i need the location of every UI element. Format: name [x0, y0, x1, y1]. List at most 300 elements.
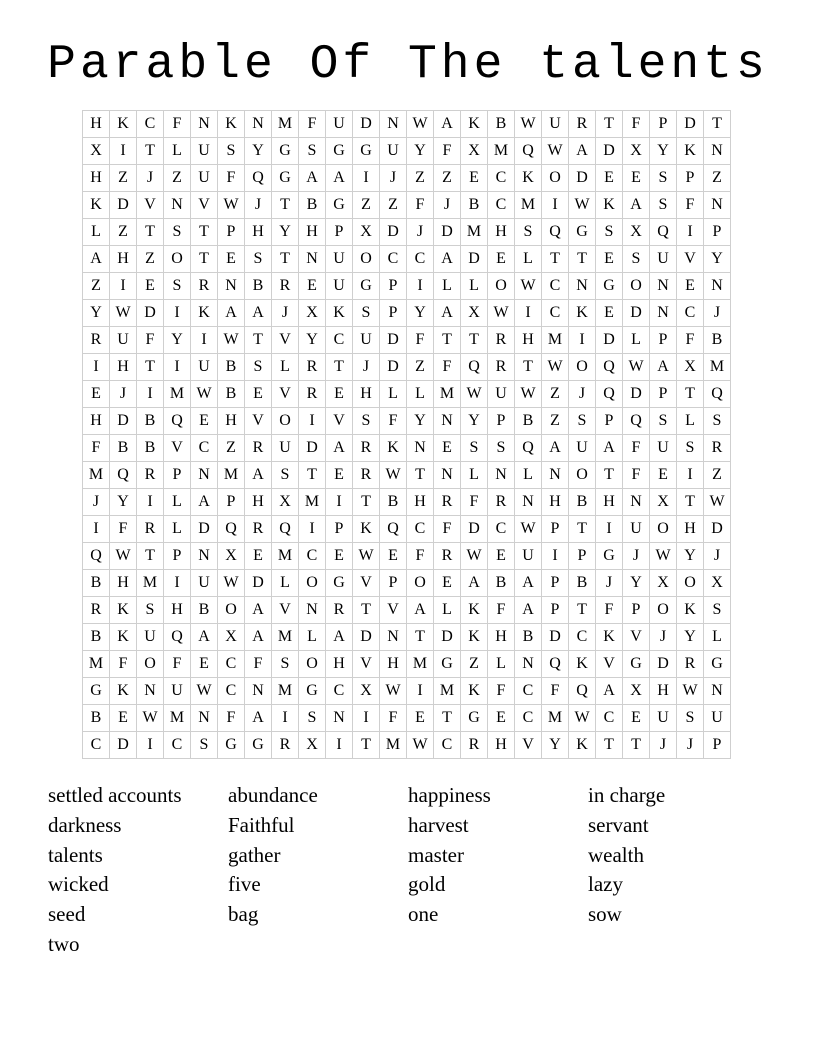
grid-cell[interactable]: L	[380, 381, 407, 408]
grid-cell[interactable]: T	[326, 354, 353, 381]
grid-cell[interactable]: P	[542, 516, 569, 543]
grid-cell[interactable]: F	[596, 597, 623, 624]
grid-cell[interactable]: S	[245, 354, 272, 381]
grid-cell[interactable]: R	[299, 381, 326, 408]
grid-cell[interactable]: R	[488, 489, 515, 516]
grid-cell[interactable]: R	[677, 651, 704, 678]
grid-cell[interactable]: K	[110, 624, 137, 651]
grid-cell[interactable]: E	[326, 462, 353, 489]
grid-cell[interactable]: J	[596, 570, 623, 597]
grid-cell[interactable]: S	[488, 435, 515, 462]
grid-cell[interactable]: W	[380, 462, 407, 489]
grid-cell[interactable]: V	[191, 192, 218, 219]
grid-cell[interactable]: K	[515, 165, 542, 192]
grid-cell[interactable]: M	[137, 570, 164, 597]
grid-cell[interactable]: D	[461, 246, 488, 273]
grid-cell[interactable]: F	[407, 327, 434, 354]
grid-cell[interactable]: Z	[434, 165, 461, 192]
grid-cell[interactable]: E	[191, 408, 218, 435]
grid-cell[interactable]: Q	[110, 462, 137, 489]
grid-cell[interactable]: S	[218, 138, 245, 165]
grid-cell[interactable]: S	[137, 597, 164, 624]
grid-cell[interactable]: N	[623, 489, 650, 516]
grid-cell[interactable]: N	[299, 597, 326, 624]
grid-cell[interactable]: F	[299, 111, 326, 138]
grid-cell[interactable]: K	[677, 597, 704, 624]
grid-cell[interactable]: Q	[542, 651, 569, 678]
grid-cell[interactable]: X	[704, 570, 731, 597]
grid-cell[interactable]: F	[218, 165, 245, 192]
grid-cell[interactable]: I	[596, 516, 623, 543]
grid-cell[interactable]: E	[137, 273, 164, 300]
grid-cell[interactable]: M	[272, 543, 299, 570]
grid-cell[interactable]: B	[515, 624, 542, 651]
grid-cell[interactable]: Z	[218, 435, 245, 462]
grid-cell[interactable]: P	[623, 597, 650, 624]
grid-cell[interactable]: Y	[650, 138, 677, 165]
grid-cell[interactable]: R	[272, 273, 299, 300]
grid-cell[interactable]: I	[272, 705, 299, 732]
grid-cell[interactable]: N	[407, 435, 434, 462]
grid-cell[interactable]: R	[434, 543, 461, 570]
grid-cell[interactable]: X	[650, 489, 677, 516]
grid-cell[interactable]: O	[569, 354, 596, 381]
grid-cell[interactable]: A	[299, 165, 326, 192]
grid-cell[interactable]: Z	[407, 165, 434, 192]
grid-cell[interactable]: F	[542, 678, 569, 705]
grid-cell[interactable]: X	[677, 354, 704, 381]
grid-cell[interactable]: U	[110, 327, 137, 354]
grid-cell[interactable]: T	[353, 597, 380, 624]
grid-cell[interactable]: Q	[272, 516, 299, 543]
grid-cell[interactable]: Z	[542, 381, 569, 408]
grid-cell[interactable]: M	[164, 705, 191, 732]
grid-cell[interactable]: Z	[461, 651, 488, 678]
grid-cell[interactable]: T	[299, 462, 326, 489]
grid-cell[interactable]: Y	[677, 624, 704, 651]
grid-cell[interactable]: T	[569, 246, 596, 273]
grid-cell[interactable]: R	[461, 732, 488, 759]
grid-cell[interactable]: W	[218, 192, 245, 219]
grid-cell[interactable]: J	[650, 624, 677, 651]
grid-cell[interactable]: K	[326, 300, 353, 327]
grid-cell[interactable]: B	[137, 408, 164, 435]
grid-cell[interactable]: M	[299, 489, 326, 516]
grid-cell[interactable]: U	[164, 678, 191, 705]
grid-cell[interactable]: Q	[164, 408, 191, 435]
grid-cell[interactable]: N	[704, 273, 731, 300]
grid-cell[interactable]: I	[110, 138, 137, 165]
grid-cell[interactable]: V	[515, 732, 542, 759]
grid-cell[interactable]: Y	[245, 138, 272, 165]
grid-cell[interactable]: E	[488, 246, 515, 273]
grid-cell[interactable]: I	[353, 705, 380, 732]
grid-cell[interactable]: P	[542, 570, 569, 597]
grid-cell[interactable]: E	[218, 246, 245, 273]
grid-cell[interactable]: F	[623, 435, 650, 462]
grid-cell[interactable]: D	[623, 381, 650, 408]
grid-cell[interactable]: J	[110, 381, 137, 408]
grid-cell[interactable]: O	[218, 597, 245, 624]
grid-cell[interactable]: O	[272, 408, 299, 435]
grid-cell[interactable]: I	[677, 462, 704, 489]
grid-cell[interactable]: K	[569, 732, 596, 759]
grid-cell[interactable]: A	[218, 300, 245, 327]
grid-cell[interactable]: E	[191, 651, 218, 678]
grid-cell[interactable]: J	[704, 300, 731, 327]
grid-cell[interactable]: T	[407, 462, 434, 489]
grid-cell[interactable]: U	[623, 516, 650, 543]
grid-cell[interactable]: S	[677, 435, 704, 462]
grid-cell[interactable]: S	[704, 408, 731, 435]
grid-cell[interactable]: E	[488, 705, 515, 732]
grid-cell[interactable]: X	[650, 570, 677, 597]
grid-cell[interactable]: F	[488, 678, 515, 705]
grid-cell[interactable]: E	[299, 273, 326, 300]
grid-cell[interactable]: I	[326, 489, 353, 516]
grid-cell[interactable]: A	[191, 489, 218, 516]
grid-cell[interactable]: D	[245, 570, 272, 597]
grid-cell[interactable]: O	[137, 651, 164, 678]
grid-cell[interactable]: M	[434, 678, 461, 705]
grid-cell[interactable]: R	[353, 435, 380, 462]
grid-cell[interactable]: Q	[218, 516, 245, 543]
grid-cell[interactable]: N	[245, 111, 272, 138]
grid-cell[interactable]: H	[299, 219, 326, 246]
grid-cell[interactable]: T	[596, 732, 623, 759]
grid-cell[interactable]: L	[272, 354, 299, 381]
grid-cell[interactable]: Q	[515, 435, 542, 462]
grid-cell[interactable]: T	[191, 246, 218, 273]
grid-cell[interactable]: Q	[596, 381, 623, 408]
grid-cell[interactable]: M	[380, 732, 407, 759]
grid-cell[interactable]: A	[515, 597, 542, 624]
grid-cell[interactable]: W	[623, 354, 650, 381]
grid-cell[interactable]: D	[569, 165, 596, 192]
grid-cell[interactable]: D	[650, 651, 677, 678]
grid-cell[interactable]: Q	[704, 381, 731, 408]
grid-cell[interactable]: D	[137, 300, 164, 327]
grid-cell[interactable]: E	[434, 435, 461, 462]
grid-cell[interactable]: C	[488, 165, 515, 192]
grid-cell[interactable]: Q	[380, 516, 407, 543]
grid-cell[interactable]: R	[245, 516, 272, 543]
grid-cell[interactable]: E	[650, 462, 677, 489]
grid-cell[interactable]: U	[542, 111, 569, 138]
grid-cell[interactable]: L	[83, 219, 110, 246]
grid-cell[interactable]: V	[596, 651, 623, 678]
grid-cell[interactable]: C	[326, 327, 353, 354]
grid-cell[interactable]: B	[137, 435, 164, 462]
grid-cell[interactable]: K	[110, 678, 137, 705]
grid-cell[interactable]: I	[353, 165, 380, 192]
grid-cell[interactable]: O	[164, 246, 191, 273]
grid-cell[interactable]: G	[245, 732, 272, 759]
grid-cell[interactable]: M	[407, 651, 434, 678]
grid-cell[interactable]: L	[515, 462, 542, 489]
grid-cell[interactable]: S	[650, 165, 677, 192]
grid-cell[interactable]: B	[488, 570, 515, 597]
grid-cell[interactable]: T	[569, 597, 596, 624]
grid-cell[interactable]: D	[191, 516, 218, 543]
grid-cell[interactable]: P	[650, 111, 677, 138]
grid-cell[interactable]: E	[461, 165, 488, 192]
grid-cell[interactable]: A	[245, 462, 272, 489]
grid-cell[interactable]: E	[677, 273, 704, 300]
grid-cell[interactable]: Y	[272, 219, 299, 246]
grid-cell[interactable]: D	[380, 219, 407, 246]
grid-cell[interactable]: U	[650, 246, 677, 273]
grid-cell[interactable]: F	[488, 597, 515, 624]
grid-cell[interactable]: I	[299, 408, 326, 435]
grid-cell[interactable]: S	[515, 219, 542, 246]
grid-cell[interactable]: D	[704, 516, 731, 543]
grid-cell[interactable]: W	[218, 570, 245, 597]
grid-cell[interactable]: U	[137, 624, 164, 651]
grid-cell[interactable]: B	[218, 354, 245, 381]
grid-cell[interactable]: D	[380, 354, 407, 381]
grid-cell[interactable]: D	[596, 327, 623, 354]
grid-cell[interactable]: K	[596, 624, 623, 651]
grid-cell[interactable]: L	[461, 462, 488, 489]
grid-cell[interactable]: I	[83, 516, 110, 543]
grid-cell[interactable]: W	[515, 516, 542, 543]
grid-cell[interactable]: T	[677, 381, 704, 408]
grid-cell[interactable]: J	[434, 192, 461, 219]
grid-cell[interactable]: J	[353, 354, 380, 381]
grid-cell[interactable]: I	[569, 327, 596, 354]
grid-cell[interactable]: R	[704, 435, 731, 462]
grid-cell[interactable]: R	[191, 273, 218, 300]
grid-cell[interactable]: C	[569, 624, 596, 651]
grid-cell[interactable]: T	[677, 489, 704, 516]
grid-cell[interactable]: E	[596, 165, 623, 192]
grid-cell[interactable]: W	[542, 138, 569, 165]
grid-cell[interactable]: J	[245, 192, 272, 219]
grid-cell[interactable]: H	[83, 165, 110, 192]
grid-cell[interactable]: T	[569, 516, 596, 543]
grid-cell[interactable]: O	[569, 462, 596, 489]
grid-cell[interactable]: I	[407, 273, 434, 300]
grid-cell[interactable]: P	[650, 381, 677, 408]
grid-cell[interactable]: N	[191, 705, 218, 732]
grid-cell[interactable]: D	[434, 219, 461, 246]
grid-cell[interactable]: N	[164, 192, 191, 219]
grid-cell[interactable]: W	[677, 678, 704, 705]
grid-cell[interactable]: M	[542, 705, 569, 732]
grid-cell[interactable]: F	[407, 543, 434, 570]
grid-cell[interactable]: Z	[110, 165, 137, 192]
grid-cell[interactable]: R	[488, 354, 515, 381]
grid-cell[interactable]: K	[569, 651, 596, 678]
grid-cell[interactable]: B	[704, 327, 731, 354]
grid-cell[interactable]: F	[461, 489, 488, 516]
grid-cell[interactable]: T	[353, 489, 380, 516]
grid-cell[interactable]: D	[434, 624, 461, 651]
grid-cell[interactable]: C	[164, 732, 191, 759]
grid-cell[interactable]: F	[245, 651, 272, 678]
grid-cell[interactable]: R	[434, 489, 461, 516]
grid-cell[interactable]: T	[407, 624, 434, 651]
grid-cell[interactable]: W	[137, 705, 164, 732]
grid-cell[interactable]: P	[596, 408, 623, 435]
grid-cell[interactable]: J	[272, 300, 299, 327]
grid-cell[interactable]: I	[515, 300, 542, 327]
grid-cell[interactable]: O	[650, 516, 677, 543]
grid-cell[interactable]: O	[299, 570, 326, 597]
grid-cell[interactable]: Y	[407, 300, 434, 327]
grid-cell[interactable]: M	[218, 462, 245, 489]
grid-cell[interactable]: Y	[110, 489, 137, 516]
grid-cell[interactable]: E	[326, 381, 353, 408]
grid-cell[interactable]: A	[515, 570, 542, 597]
grid-cell[interactable]: B	[515, 408, 542, 435]
grid-cell[interactable]: Z	[83, 273, 110, 300]
grid-cell[interactable]: D	[677, 111, 704, 138]
grid-cell[interactable]: A	[569, 138, 596, 165]
grid-cell[interactable]: N	[704, 138, 731, 165]
grid-cell[interactable]: O	[407, 570, 434, 597]
grid-cell[interactable]: Z	[407, 354, 434, 381]
grid-cell[interactable]: Q	[650, 219, 677, 246]
grid-cell[interactable]: R	[569, 111, 596, 138]
grid-cell[interactable]: U	[353, 327, 380, 354]
grid-cell[interactable]: K	[677, 138, 704, 165]
grid-cell[interactable]: N	[704, 678, 731, 705]
grid-cell[interactable]: O	[299, 651, 326, 678]
grid-cell[interactable]: Y	[407, 138, 434, 165]
grid-cell[interactable]: A	[245, 705, 272, 732]
grid-cell[interactable]: D	[299, 435, 326, 462]
grid-cell[interactable]: M	[488, 138, 515, 165]
grid-cell[interactable]: C	[299, 543, 326, 570]
grid-cell[interactable]: E	[245, 543, 272, 570]
grid-cell[interactable]: X	[353, 678, 380, 705]
grid-cell[interactable]: G	[326, 570, 353, 597]
grid-cell[interactable]: B	[83, 624, 110, 651]
grid-cell[interactable]: I	[326, 732, 353, 759]
grid-cell[interactable]: U	[515, 543, 542, 570]
grid-cell[interactable]: X	[83, 138, 110, 165]
grid-cell[interactable]: Z	[110, 219, 137, 246]
grid-cell[interactable]: D	[380, 327, 407, 354]
grid-cell[interactable]: D	[461, 516, 488, 543]
grid-cell[interactable]: N	[515, 489, 542, 516]
grid-cell[interactable]: N	[704, 192, 731, 219]
grid-cell[interactable]: F	[164, 651, 191, 678]
grid-cell[interactable]: S	[596, 219, 623, 246]
grid-cell[interactable]: S	[623, 246, 650, 273]
grid-cell[interactable]: L	[488, 651, 515, 678]
grid-cell[interactable]: P	[380, 570, 407, 597]
grid-cell[interactable]: L	[272, 570, 299, 597]
grid-cell[interactable]: Z	[164, 165, 191, 192]
grid-cell[interactable]: X	[623, 678, 650, 705]
grid-cell[interactable]: Q	[515, 138, 542, 165]
grid-cell[interactable]: W	[380, 678, 407, 705]
grid-cell[interactable]: K	[569, 300, 596, 327]
grid-cell[interactable]: P	[704, 219, 731, 246]
grid-cell[interactable]: T	[704, 111, 731, 138]
grid-cell[interactable]: I	[164, 300, 191, 327]
grid-cell[interactable]: A	[596, 678, 623, 705]
grid-cell[interactable]: N	[650, 300, 677, 327]
grid-cell[interactable]: R	[83, 597, 110, 624]
grid-cell[interactable]: H	[596, 489, 623, 516]
grid-cell[interactable]: G	[704, 651, 731, 678]
grid-cell[interactable]: G	[353, 138, 380, 165]
grid-cell[interactable]: B	[245, 273, 272, 300]
grid-cell[interactable]: C	[515, 678, 542, 705]
grid-cell[interactable]: W	[191, 381, 218, 408]
grid-cell[interactable]: L	[515, 246, 542, 273]
grid-cell[interactable]: W	[110, 300, 137, 327]
grid-cell[interactable]: U	[191, 570, 218, 597]
grid-cell[interactable]: H	[164, 597, 191, 624]
grid-cell[interactable]: F	[677, 192, 704, 219]
grid-cell[interactable]: H	[488, 624, 515, 651]
grid-cell[interactable]: V	[623, 624, 650, 651]
grid-cell[interactable]: G	[272, 138, 299, 165]
grid-cell[interactable]: H	[407, 489, 434, 516]
grid-cell[interactable]: E	[83, 381, 110, 408]
grid-cell[interactable]: M	[542, 327, 569, 354]
grid-cell[interactable]: G	[623, 651, 650, 678]
grid-cell[interactable]: U	[326, 111, 353, 138]
grid-cell[interactable]: B	[110, 435, 137, 462]
grid-cell[interactable]: V	[245, 408, 272, 435]
grid-cell[interactable]: N	[245, 678, 272, 705]
grid-cell[interactable]: W	[218, 327, 245, 354]
grid-cell[interactable]: G	[353, 273, 380, 300]
grid-cell[interactable]: L	[461, 273, 488, 300]
grid-cell[interactable]: F	[380, 408, 407, 435]
grid-cell[interactable]: J	[650, 732, 677, 759]
grid-cell[interactable]: S	[164, 273, 191, 300]
grid-cell[interactable]: S	[299, 705, 326, 732]
grid-cell[interactable]: F	[623, 462, 650, 489]
grid-cell[interactable]: K	[110, 111, 137, 138]
grid-cell[interactable]: V	[272, 381, 299, 408]
grid-cell[interactable]: M	[515, 192, 542, 219]
grid-cell[interactable]: W	[515, 273, 542, 300]
grid-cell[interactable]: S	[353, 300, 380, 327]
grid-cell[interactable]: H	[83, 408, 110, 435]
grid-cell[interactable]: C	[218, 651, 245, 678]
grid-cell[interactable]: C	[407, 246, 434, 273]
grid-cell[interactable]: V	[272, 327, 299, 354]
grid-cell[interactable]: F	[110, 516, 137, 543]
grid-cell[interactable]: X	[272, 489, 299, 516]
grid-cell[interactable]: C	[515, 705, 542, 732]
grid-cell[interactable]: T	[434, 327, 461, 354]
grid-cell[interactable]: H	[488, 219, 515, 246]
grid-cell[interactable]: A	[434, 300, 461, 327]
grid-cell[interactable]: G	[569, 219, 596, 246]
grid-cell[interactable]: W	[704, 489, 731, 516]
grid-cell[interactable]: N	[326, 705, 353, 732]
grid-cell[interactable]: X	[218, 543, 245, 570]
grid-cell[interactable]: P	[380, 300, 407, 327]
grid-cell[interactable]: E	[380, 543, 407, 570]
grid-cell[interactable]: X	[461, 300, 488, 327]
grid-cell[interactable]: H	[110, 246, 137, 273]
grid-cell[interactable]: P	[677, 165, 704, 192]
grid-cell[interactable]: T	[137, 219, 164, 246]
grid-cell[interactable]: V	[677, 246, 704, 273]
grid-cell[interactable]: T	[137, 543, 164, 570]
grid-cell[interactable]: F	[434, 138, 461, 165]
